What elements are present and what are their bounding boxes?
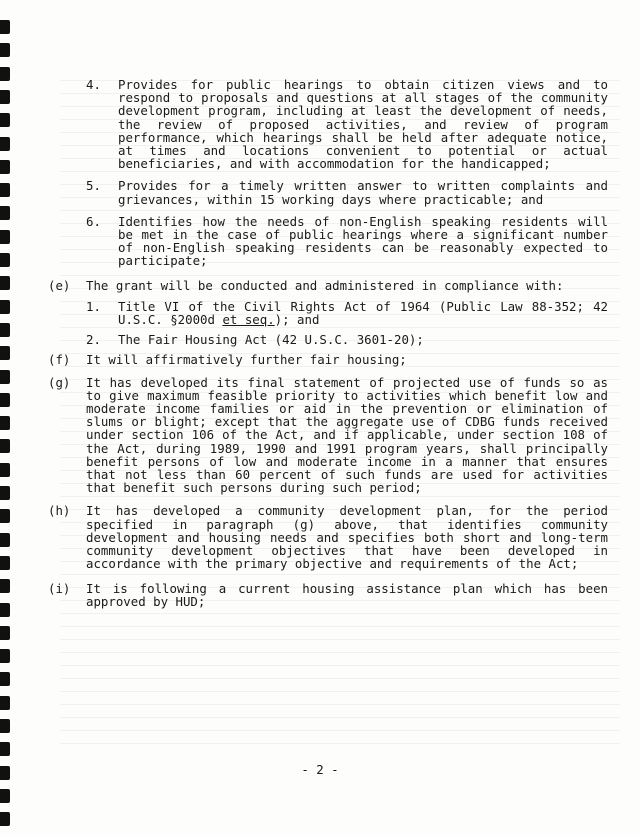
item-number: 6. — [86, 213, 101, 229]
binding-hole — [0, 719, 10, 733]
binding-hole — [0, 742, 10, 756]
binding-hole — [0, 812, 10, 826]
binding-hole — [0, 603, 10, 617]
binding-hole — [0, 672, 10, 686]
section-h — [48, 504, 608, 570]
binding-hole — [0, 67, 10, 81]
binding-hole — [0, 416, 10, 430]
item-number: 5. — [86, 178, 101, 194]
binding-hole — [0, 439, 10, 453]
binding-hole — [0, 486, 10, 500]
binding-hole — [0, 626, 10, 640]
section-text: It has developed its final statement of projected use of funds so as to give maximum feasible priority to activities which benefit low and moderate income families or aid in the prevention or elimination of slums or blight; except that the aggregate use of CDBG funds received under section 106 of the Act, and if applicable, under section 108 of the Act, during 1989, 1990 and 1991 program years, shall principally benefit persons of low and moderate income in a manner that ensures that not less than 60 percent of such funds are used for activities that benefit such persons during such period; — [86, 374, 608, 496]
binding-hole — [0, 696, 10, 710]
binding-hole — [0, 533, 10, 547]
list-item — [48, 179, 608, 205]
binding-hole — [0, 43, 10, 57]
item-number: 4. — [86, 77, 101, 92]
binding-hole — [0, 230, 10, 244]
page-number: - 2 - — [301, 762, 339, 777]
section-text: The grant will be conducted and administered in compliance with: — [86, 277, 564, 293]
section-label: (e) — [48, 277, 71, 293]
item-text: Title VI of the Civil Rights Act of 1964 (Public Law 88-352; 42 U.S.C. §2000d et seq.); and — [118, 298, 608, 328]
item-text: Identifies how the needs of non-English speaking residents will be met in the case of public hearings where a significant number of non-English speaking residents can be reasonably expected to participate; — [118, 213, 608, 269]
section-text: It has developed a community development plan, for the period specified in paragraph (g) above, that identifies community development and housing needs and specifies both short and long-term community development objectives that have been developed in accordance with the primary objective and requirements of the Act; — [86, 503, 608, 572]
binding-hole — [0, 323, 10, 337]
et-seq-underlined: et seq. — [222, 312, 275, 328]
section-label: (f) — [48, 352, 71, 368]
section-text: It is following a current housing assistance plan which has been approved by HUD; — [86, 580, 608, 609]
section-g — [48, 376, 608, 495]
binding-hole — [0, 206, 10, 220]
binding-hole — [0, 20, 10, 34]
section-label: (h) — [48, 503, 71, 519]
section-f — [48, 353, 608, 366]
section-text: It will affirmatively further fair housing; — [86, 352, 407, 368]
section-i — [48, 582, 608, 608]
list-item — [48, 333, 608, 346]
binding-hole — [0, 463, 10, 477]
section-e — [48, 279, 608, 292]
document-body — [48, 78, 608, 617]
item-text: The Fair Housing Act (42 U.S.C. 3601-20); — [118, 332, 424, 348]
spiral-binding — [0, 0, 14, 837]
binding-hole — [0, 649, 10, 663]
item-text: Provides for public hearings to obtain citizen views and to respond to proposals and questions at all stages of the community development program, including at least the development of needs, the review of proposed activities, and review of program performance, which hearings shall be held after adequate notice, at times and locations convenient to potential or actual beneficiaries, and with accommodation for the handicapped; — [118, 77, 608, 172]
binding-hole — [0, 509, 10, 523]
list-item — [48, 300, 608, 326]
binding-hole — [0, 160, 10, 174]
section-label: (g) — [48, 374, 71, 390]
section-label: (i) — [48, 580, 71, 596]
list-item — [48, 215, 608, 268]
binding-hole — [0, 346, 10, 360]
binding-hole — [0, 370, 10, 384]
binding-hole — [0, 90, 10, 104]
list-item — [48, 78, 608, 170]
binding-hole — [0, 579, 10, 593]
binding-hole — [0, 393, 10, 407]
item-text: Provides for a timely written answer to written complaints and grievances, within 15 working days where practicable; and — [118, 178, 608, 207]
item-number: 2. — [86, 332, 101, 348]
binding-hole — [0, 253, 10, 267]
binding-hole — [0, 276, 10, 290]
binding-hole — [0, 113, 10, 127]
binding-hole — [0, 556, 10, 570]
binding-hole — [0, 300, 10, 314]
binding-hole — [0, 183, 10, 197]
binding-hole — [0, 789, 10, 803]
item-number: 1. — [86, 298, 101, 314]
binding-hole — [0, 137, 10, 151]
